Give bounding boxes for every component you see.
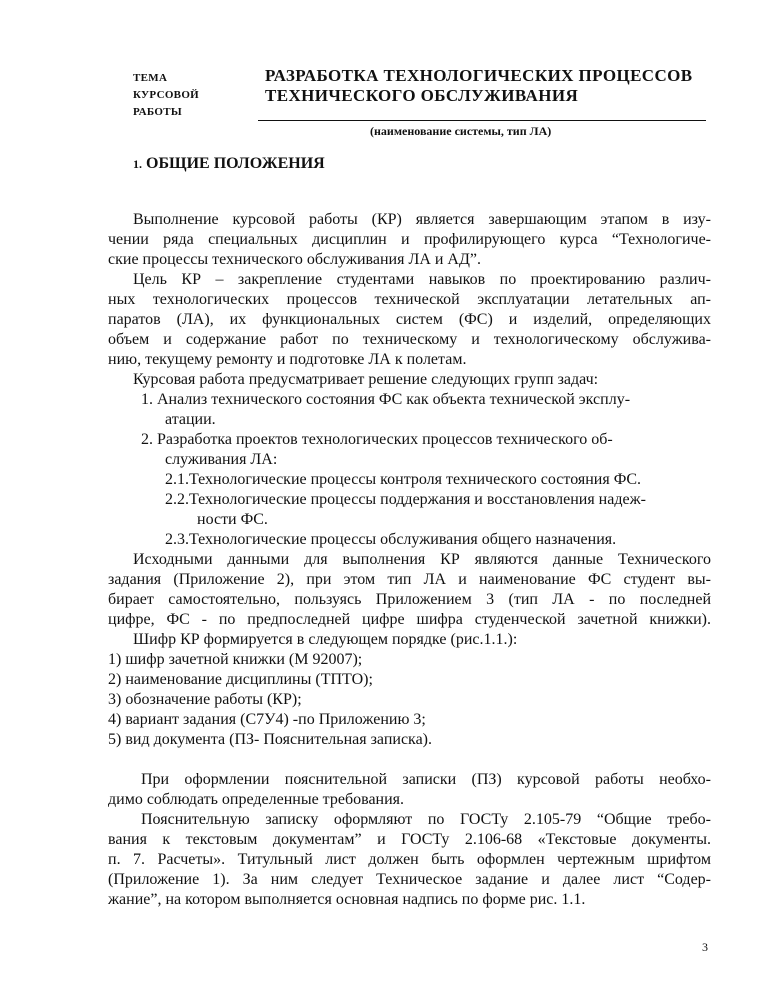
body-line: При оформлении пояснительной записки (ПЗ) курсовой работы необхо- (141, 771, 711, 788)
body-line: Исходными данными для выполнения КР являются данные Технического (133, 551, 711, 568)
code-list-item: 1) шифр зачетной книжки (М 92007); (108, 651, 363, 668)
body-line: Цель КР – закрепление студентами навыков по проектированию различ- (133, 271, 711, 288)
topic-title-line-2: ТЕХНИЧЕСКОГО ОБСЛУЖИВАНИЯ (265, 86, 579, 105)
page-number: 3 (702, 940, 708, 954)
list-item-continuation: служивания ЛА: (165, 451, 278, 468)
topic-label-line-1: ТЕМА (133, 72, 168, 84)
section-number: 1. (133, 157, 142, 171)
body-line: объем и содержание работ по техническому и технологическому обслужива- (108, 331, 711, 348)
list-item: 2. Разработка проектов технологических процессов технического об- (141, 431, 613, 448)
section-heading (133, 155, 325, 173)
body-line: задания (Приложение 2), при этом тип ЛА и наименование ФС студент вы- (108, 571, 711, 588)
body-line: (Приложение 1). За ним следует Техническое задание и далее лист “Содер- (108, 871, 711, 888)
body-line: жание”, на котором выполняется основная надпись по форме рис. 1.1. (108, 891, 586, 908)
list-item-continuation: атации. (165, 411, 216, 428)
body-line: ных технологических процессов технической эксплуатации летательных ап- (108, 291, 711, 308)
topic-caption: (наименование системы, тип ЛА) (370, 124, 552, 138)
sublist-item: 2.1.Технологические процессы контроля технического состояния ФС. (165, 471, 642, 488)
sublist-item-continuation: ности ФС. (197, 511, 268, 528)
body-line: цифре, ФС - по предпоследней цифре шифра студенческой зачетной книжки). (108, 611, 711, 628)
sublist-item: 2.3.Технологические процессы обслуживания общего назначения. (165, 531, 617, 548)
body-line: Пояснительную записку оформляют по ГОСТу 2.105-79 “Общие требо- (141, 811, 711, 828)
section-title: ОБЩИЕ ПОЛОЖЕНИЯ (146, 155, 325, 172)
sublist-item: 2.2.Технологические процессы поддержания и восстановления надеж- (165, 491, 646, 508)
code-list-item: 2) наименование дисциплины (ТПТО); (108, 671, 373, 688)
body-line: ские процессы технического обслуживания ЛА и АД”. (108, 251, 481, 268)
code-list-item: 4) вариант задания (С7У4) -по Приложению 3; (108, 711, 426, 728)
body-line: Выполнение курсовой работы (КР) является завершающим этапом в изу- (133, 211, 711, 228)
code-list-item: 3) обозначение работы (КР); (108, 691, 302, 708)
body-line: вания к текстовым документам” и ГОСТу 2.106-68 «Текстовые документы. (108, 831, 711, 848)
topic-title-line-1: РАЗРАБОТКА ТЕХНОЛОГИЧЕСКИХ ПРОЦЕССОВ (265, 66, 693, 85)
body-line: п. 7. Расчеты». Титульный лист должен быть оформлен чертежным шрифтом (108, 851, 711, 868)
body-line: нию, текущему ремонту и подготовке ЛА к полетам. (108, 351, 467, 368)
body-line: Шифр КР формируется в следующем порядке (рис.1.1.): (133, 631, 518, 648)
body-line: паратов (ЛА), их функциональных систем (ФС) и изделий, определяющих (108, 311, 711, 328)
body-line: димо соблюдать определенные требования. (108, 791, 405, 808)
code-list-item: 5) вид документа (ПЗ- Пояснительная записка). (108, 731, 432, 748)
body-line: бирает самостоятельно, пользуясь Приложением 3 (тип ЛА - по последней (108, 591, 711, 608)
topic-label-line-2: КУРСОВОЙ (133, 89, 200, 101)
list-item: 1. Анализ технического состояния ФС как объекта технической эксплу- (141, 391, 631, 408)
topic-underline (258, 120, 706, 121)
topic-label-line-3: РАБОТЫ (133, 106, 182, 118)
body-line: Курсовая работа предусматривает решение следующих групп задач: (133, 371, 599, 388)
body-line: чении ряда специальных дисциплин и профилирующего курса “Технологиче- (108, 231, 711, 248)
